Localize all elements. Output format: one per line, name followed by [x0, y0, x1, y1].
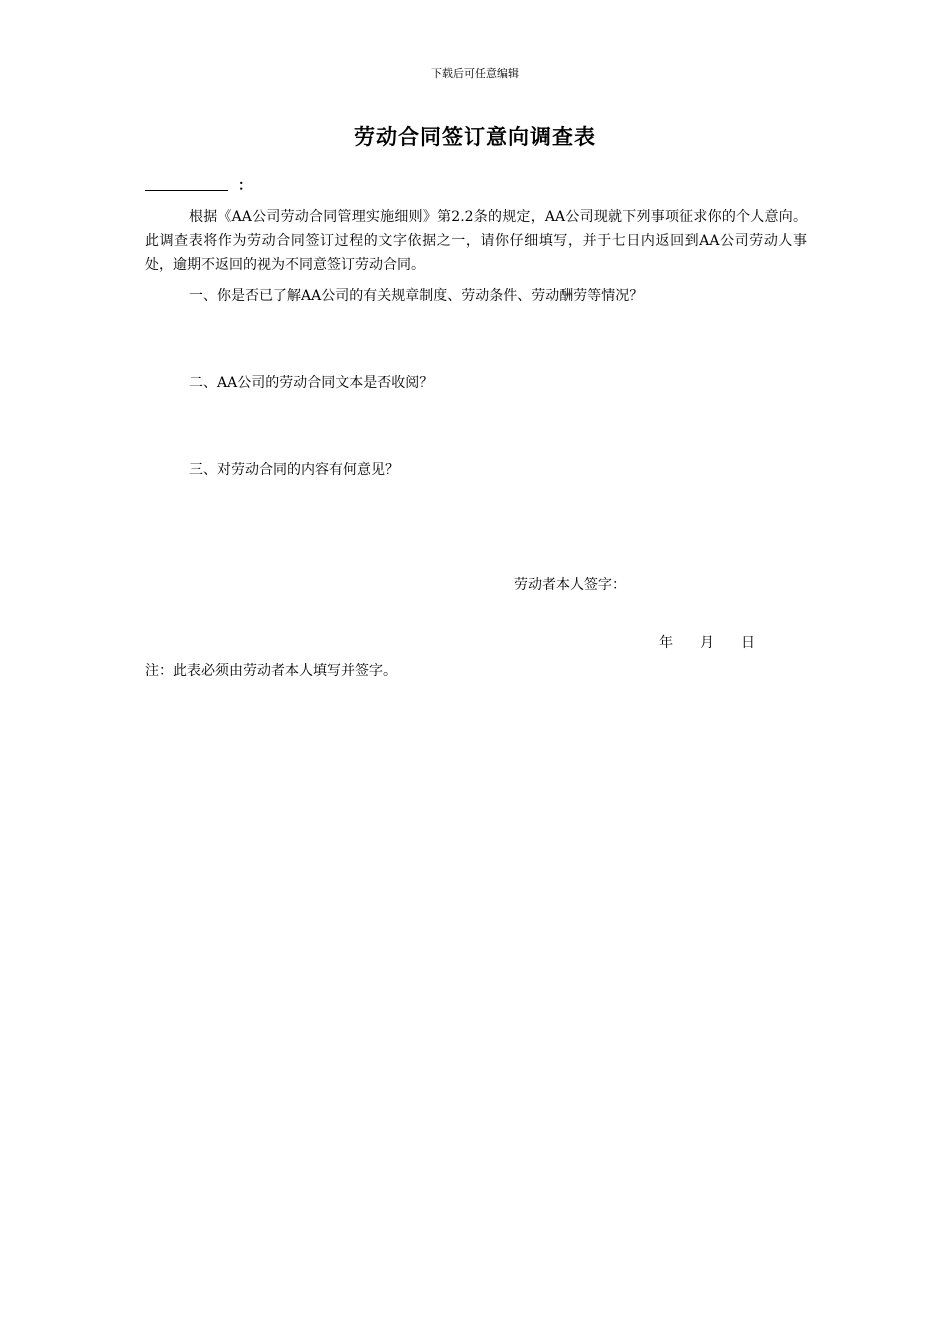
- document-title: 劳动合同签订意向调查表: [354, 124, 596, 149]
- footnote: 注：此表必须由劳动者本人填写并签字。: [145, 663, 397, 679]
- date-month: 月: [700, 635, 714, 651]
- question-3: 三、对劳动合同的内容有何意见？: [189, 462, 399, 478]
- signature-label: 劳动者本人签字：: [514, 577, 626, 593]
- header-note: 下载后可任意编辑: [431, 67, 519, 80]
- question-1: 一、你是否已了解AA公司的有关规章制度、劳动条件、劳动酬劳等情况？: [189, 288, 644, 304]
- addressee-blank[interactable]: [145, 176, 228, 191]
- addressee-line: [145, 176, 252, 196]
- date-day: 日: [741, 635, 755, 651]
- question-2: 二、AA公司的劳动合同文本是否收阅？: [189, 375, 434, 391]
- addressee-colon: ：: [238, 178, 252, 194]
- intro-paragraph: 根据《AA公司劳动合同管理实施细则》第2.2条的规定，AA公司现就下列事项征求你的个人意向。此调查表将作为劳动合同签订过程的文字依据之一，请你仔细填写，并于七日内返回到AA公司劳动人事处，逾期不返回的视为不同意签订劳动合同。: [145, 209, 807, 273]
- date-line: [659, 631, 755, 655]
- date-year: 年: [659, 635, 673, 651]
